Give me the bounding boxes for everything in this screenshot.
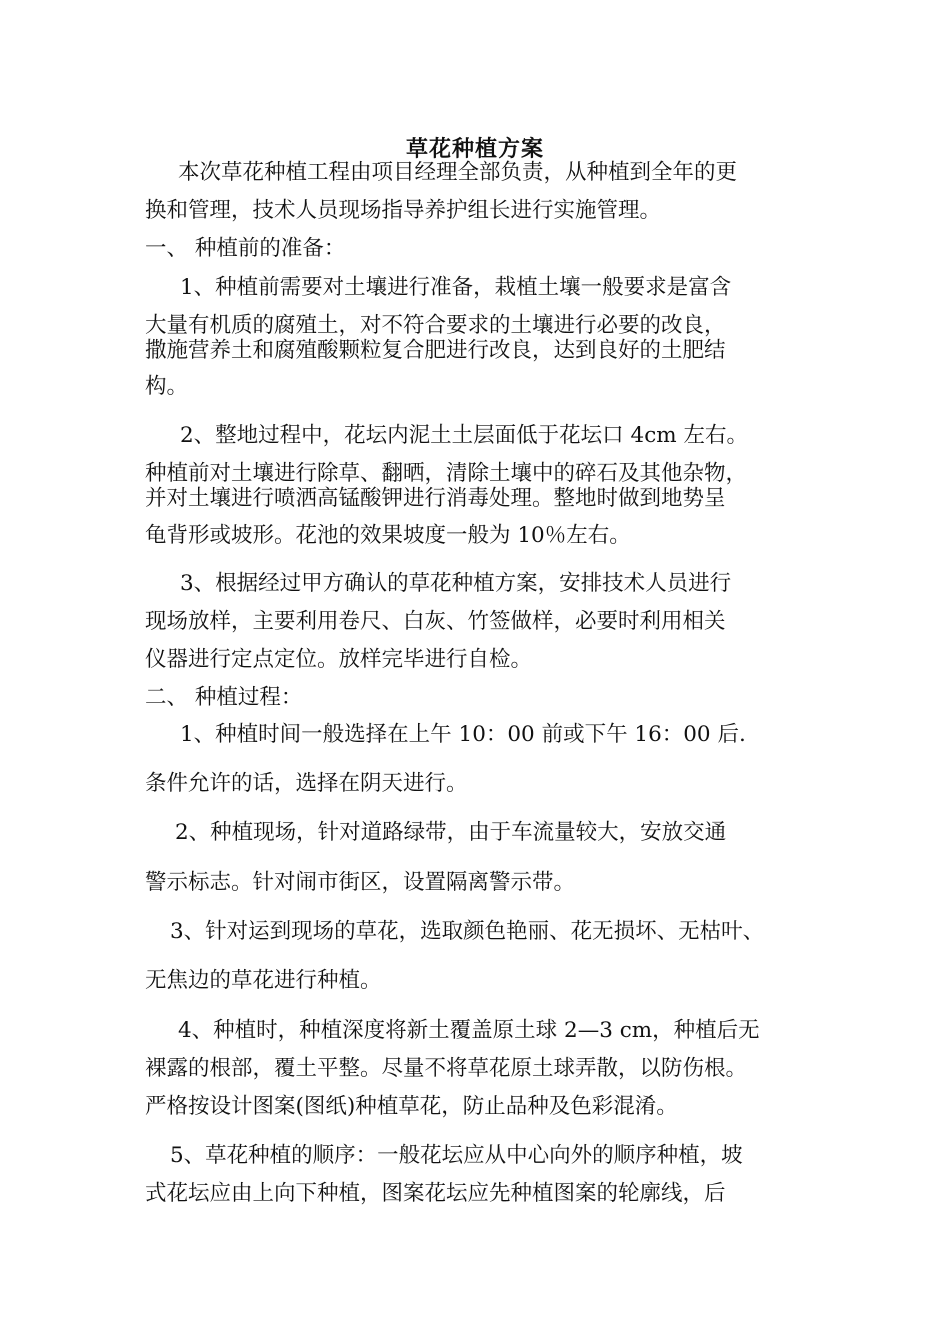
paragraph-line: 3、针对运到现场的草花，选取颜色艳丽、花无损坏、无枯叶、 xyxy=(170,919,765,944)
section-heading: 一、 种植前的准备： xyxy=(145,236,346,261)
paragraph-line: 构。 xyxy=(145,374,189,399)
paragraph-line: 2、整地过程中，花坛内泥土土层面低于花坛口 4cm 左右。 xyxy=(180,423,748,448)
paragraph-line: 严格按设计图案(图纸)种植草花，防止品种及色彩混淆。 xyxy=(145,1094,678,1119)
paragraph-line: 3、根据经过甲方确认的草花种植方案，安排技术人员进行 xyxy=(180,571,732,596)
section-heading: 二、 种植过程： xyxy=(145,685,303,710)
paragraph-line: 并对土壤进行喷洒高锰酸钾进行消毒处理。整地时做到地势呈 xyxy=(145,486,726,511)
paragraph-line: 式花坛应由上向下种植，图案花坛应先种植图案的轮廓线，后 xyxy=(145,1181,726,1206)
paragraph-line: 1、种植前需要对土壤进行准备，栽植土壤一般要求是富含 xyxy=(180,275,732,300)
paragraph-line: 仪器进行定点定位。放样完毕进行自检。 xyxy=(145,647,533,672)
paragraph-line: 4、种植时，种植深度将新土覆盖原土球 2—3 cm，种植后无 xyxy=(178,1018,760,1043)
paragraph-line: 大量有机质的腐殖土，对不符合要求的土壤进行必要的改良， xyxy=(145,313,726,338)
paragraph-line: 无焦边的草花进行种植。 xyxy=(145,968,382,993)
paragraph-line: 条件允许的话，选择在阴天进行。 xyxy=(145,771,468,796)
paragraph-line: 现场放样，主要利用卷尺、白灰、竹签做样，必要时利用相关 xyxy=(145,609,726,634)
paragraph-line: 5、草花种植的顺序：一般花坛应从中心向外的顺序种植，坡 xyxy=(170,1143,743,1168)
paragraph-line: 换和管理，技术人员现场指导养护组长进行实施管理。 xyxy=(145,198,662,223)
paragraph-line: 撒施营养土和腐殖酸颗粒复合肥进行改良，达到良好的土肥结 xyxy=(145,338,726,363)
paragraph-line: 1、种植时间一般选择在上午 10：00 前或下午 16：00 后. xyxy=(180,722,746,747)
document-title: 草花种植方案 xyxy=(405,136,544,162)
paragraph-line: 种植前对土壤进行除草、翻晒，清除土壤中的碎石及其他杂物， xyxy=(145,461,748,486)
paragraph-line: 裸露的根部，覆土平整。尽量不将草花原土球弄散，以防伤根。 xyxy=(145,1056,748,1081)
paragraph-line: 龟背形或坡形。花池的效果坡度一般为 10％左右。 xyxy=(145,523,631,548)
paragraph-line: 2、种植现场，针对道路绿带，由于车流量较大，安放交通 xyxy=(175,820,727,845)
paragraph-line: 本次草花种植工程由项目经理全部负责，从种植到全年的更 xyxy=(178,160,738,185)
paragraph-line: 警示标志。针对闹市街区，设置隔离警示带。 xyxy=(145,870,576,895)
